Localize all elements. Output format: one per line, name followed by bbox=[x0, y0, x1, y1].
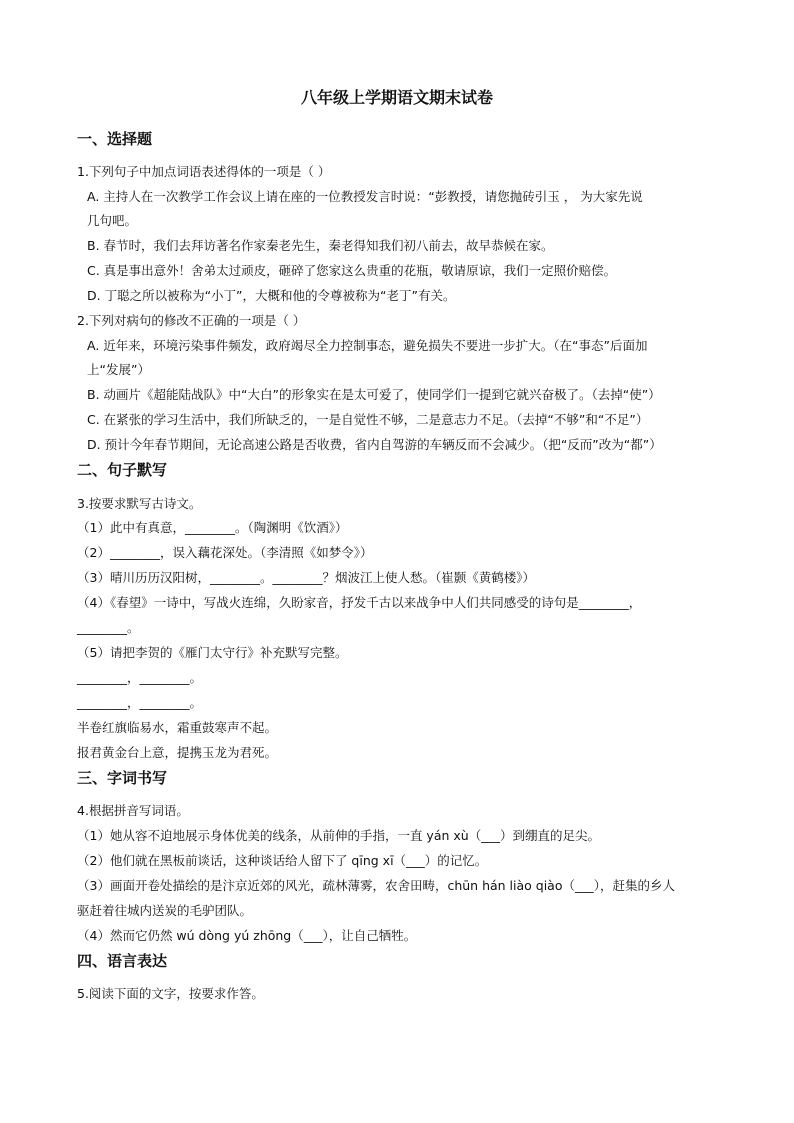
question-4-part-3: （3）画面开卷处描绘的是汴京近郊的风光，疏林薄雾，农舍田畴，chūn hán liào qiào（___），赶集的乡人 bbox=[77, 878, 675, 893]
question-1-stem: 1.下列句子中加点词语表述得体的一项是（ ） bbox=[77, 164, 331, 179]
question-2-option-b: B. 动画片《超能陆战队》中“大白”的形象实在是太可爱了，使同学们一提到它就兴奋极了。（去掉“使”） bbox=[87, 387, 661, 402]
section-heading-dictation: 二、句子默写 bbox=[77, 461, 168, 479]
question-1-option-a: A. 主持人在一次教学工作会议上请在座的一位教授发言时说：“彭教授，请您抛砖引玉 ， 为大家先说 bbox=[87, 189, 643, 204]
question-2-option-a-continued: 上“发展”） bbox=[87, 362, 150, 377]
question-5-stem: 5.阅读下面的文字，按要求作答。 bbox=[77, 986, 264, 1001]
question-4-part-2: （2）他们就在黑板前谈话，这种谈话给人留下了 qīng xī（___）的记忆。 bbox=[77, 853, 488, 868]
question-3-part-4-continued: ________。 bbox=[77, 620, 140, 635]
question-2-option-c: C. 在紧张的学习生活中，我们所缺乏的，一是自觉性不够，二是意志力不足。（去掉“不够”和“不足”） bbox=[87, 412, 649, 427]
question-3-part-3: （3）晴川历历汉阳树，________。________？烟波江上使人愁。（崔颢《黄鹤楼》） bbox=[77, 570, 535, 585]
question-1-option-d: D. 丁聪之所以被称为“小丁”，大概和他的令尊被称为“老丁”有关。 bbox=[87, 288, 456, 303]
poem-line-4: 报君黄金台上意，提携玉龙为君死。 bbox=[77, 745, 278, 760]
question-4-part-1: （1）她从容不迫地展示身体优美的线条，从前伸的手指，一直 yán xù（___）到绷直的足尖。 bbox=[77, 828, 600, 843]
question-1-option-c: C. 真是事出意外！舍弟太过顽皮，砸碎了您家这么贵重的花瓶，敬请原谅，我们一定照价赔偿。 bbox=[87, 263, 617, 278]
question-4-part-4: （4）然而它仍然 wú dòng yú zhōng（___），让自己牺牲。 bbox=[77, 928, 417, 943]
question-2-option-a: A. 近年来，环境污染事件频发，政府竭尽全力控制事态，避免损失不要进一步扩大。（在“事态”后面加 bbox=[87, 338, 648, 353]
question-3-part-4: （4）《春望》一诗中，写战火连绵，久盼家音，抒发千古以来战争中人们共同感受的诗句是________， bbox=[77, 595, 642, 610]
question-3-part-5: （5）请把李贺的《雁门太守行》补充默写完整。 bbox=[77, 645, 348, 660]
poem-line-3: 半卷红旗临易水，霜重鼓寒声不起。 bbox=[77, 720, 278, 735]
poem-blank-line-1: ________，________。 bbox=[77, 670, 203, 685]
question-4-part-3-continued: 驱赶着往城内送炭的毛驴团队。 bbox=[77, 903, 253, 918]
section-heading-language-expression: 四、语言表达 bbox=[77, 952, 168, 970]
section-heading-word-writing: 三、字词书写 bbox=[77, 769, 168, 787]
question-1-option-a-continued: 几句吧。 bbox=[87, 213, 138, 228]
question-3-part-1: （1）此中有真意，________。（陶渊明《饮酒》） bbox=[77, 520, 348, 535]
question-2-stem: 2.下列对病句的修改不正确的一项是（ ） bbox=[77, 313, 306, 328]
question-2-option-d: D. 预计今年春节期间，无论高速公路是否收费，省内自驾游的车辆反而不会减少。（把“反而”改为“都”） bbox=[87, 437, 662, 452]
question-3-part-2: （2）________，误入藕花深处。（李清照《如梦令》） bbox=[77, 545, 373, 560]
question-4-stem: 4.根据拼音写词语。 bbox=[77, 803, 189, 818]
page-title: 八年级上学期语文期末试卷 bbox=[300, 88, 493, 107]
question-1-option-b: B. 春节时，我们去拜访著名作家秦老先生，秦老得知我们初八前去，故早恭候在家。 bbox=[87, 238, 554, 253]
section-heading-choice: 一、选择题 bbox=[77, 130, 153, 148]
question-3-stem: 3.按要求默写古诗文。 bbox=[77, 496, 202, 511]
poem-blank-line-2: ________，________。 bbox=[77, 695, 203, 710]
